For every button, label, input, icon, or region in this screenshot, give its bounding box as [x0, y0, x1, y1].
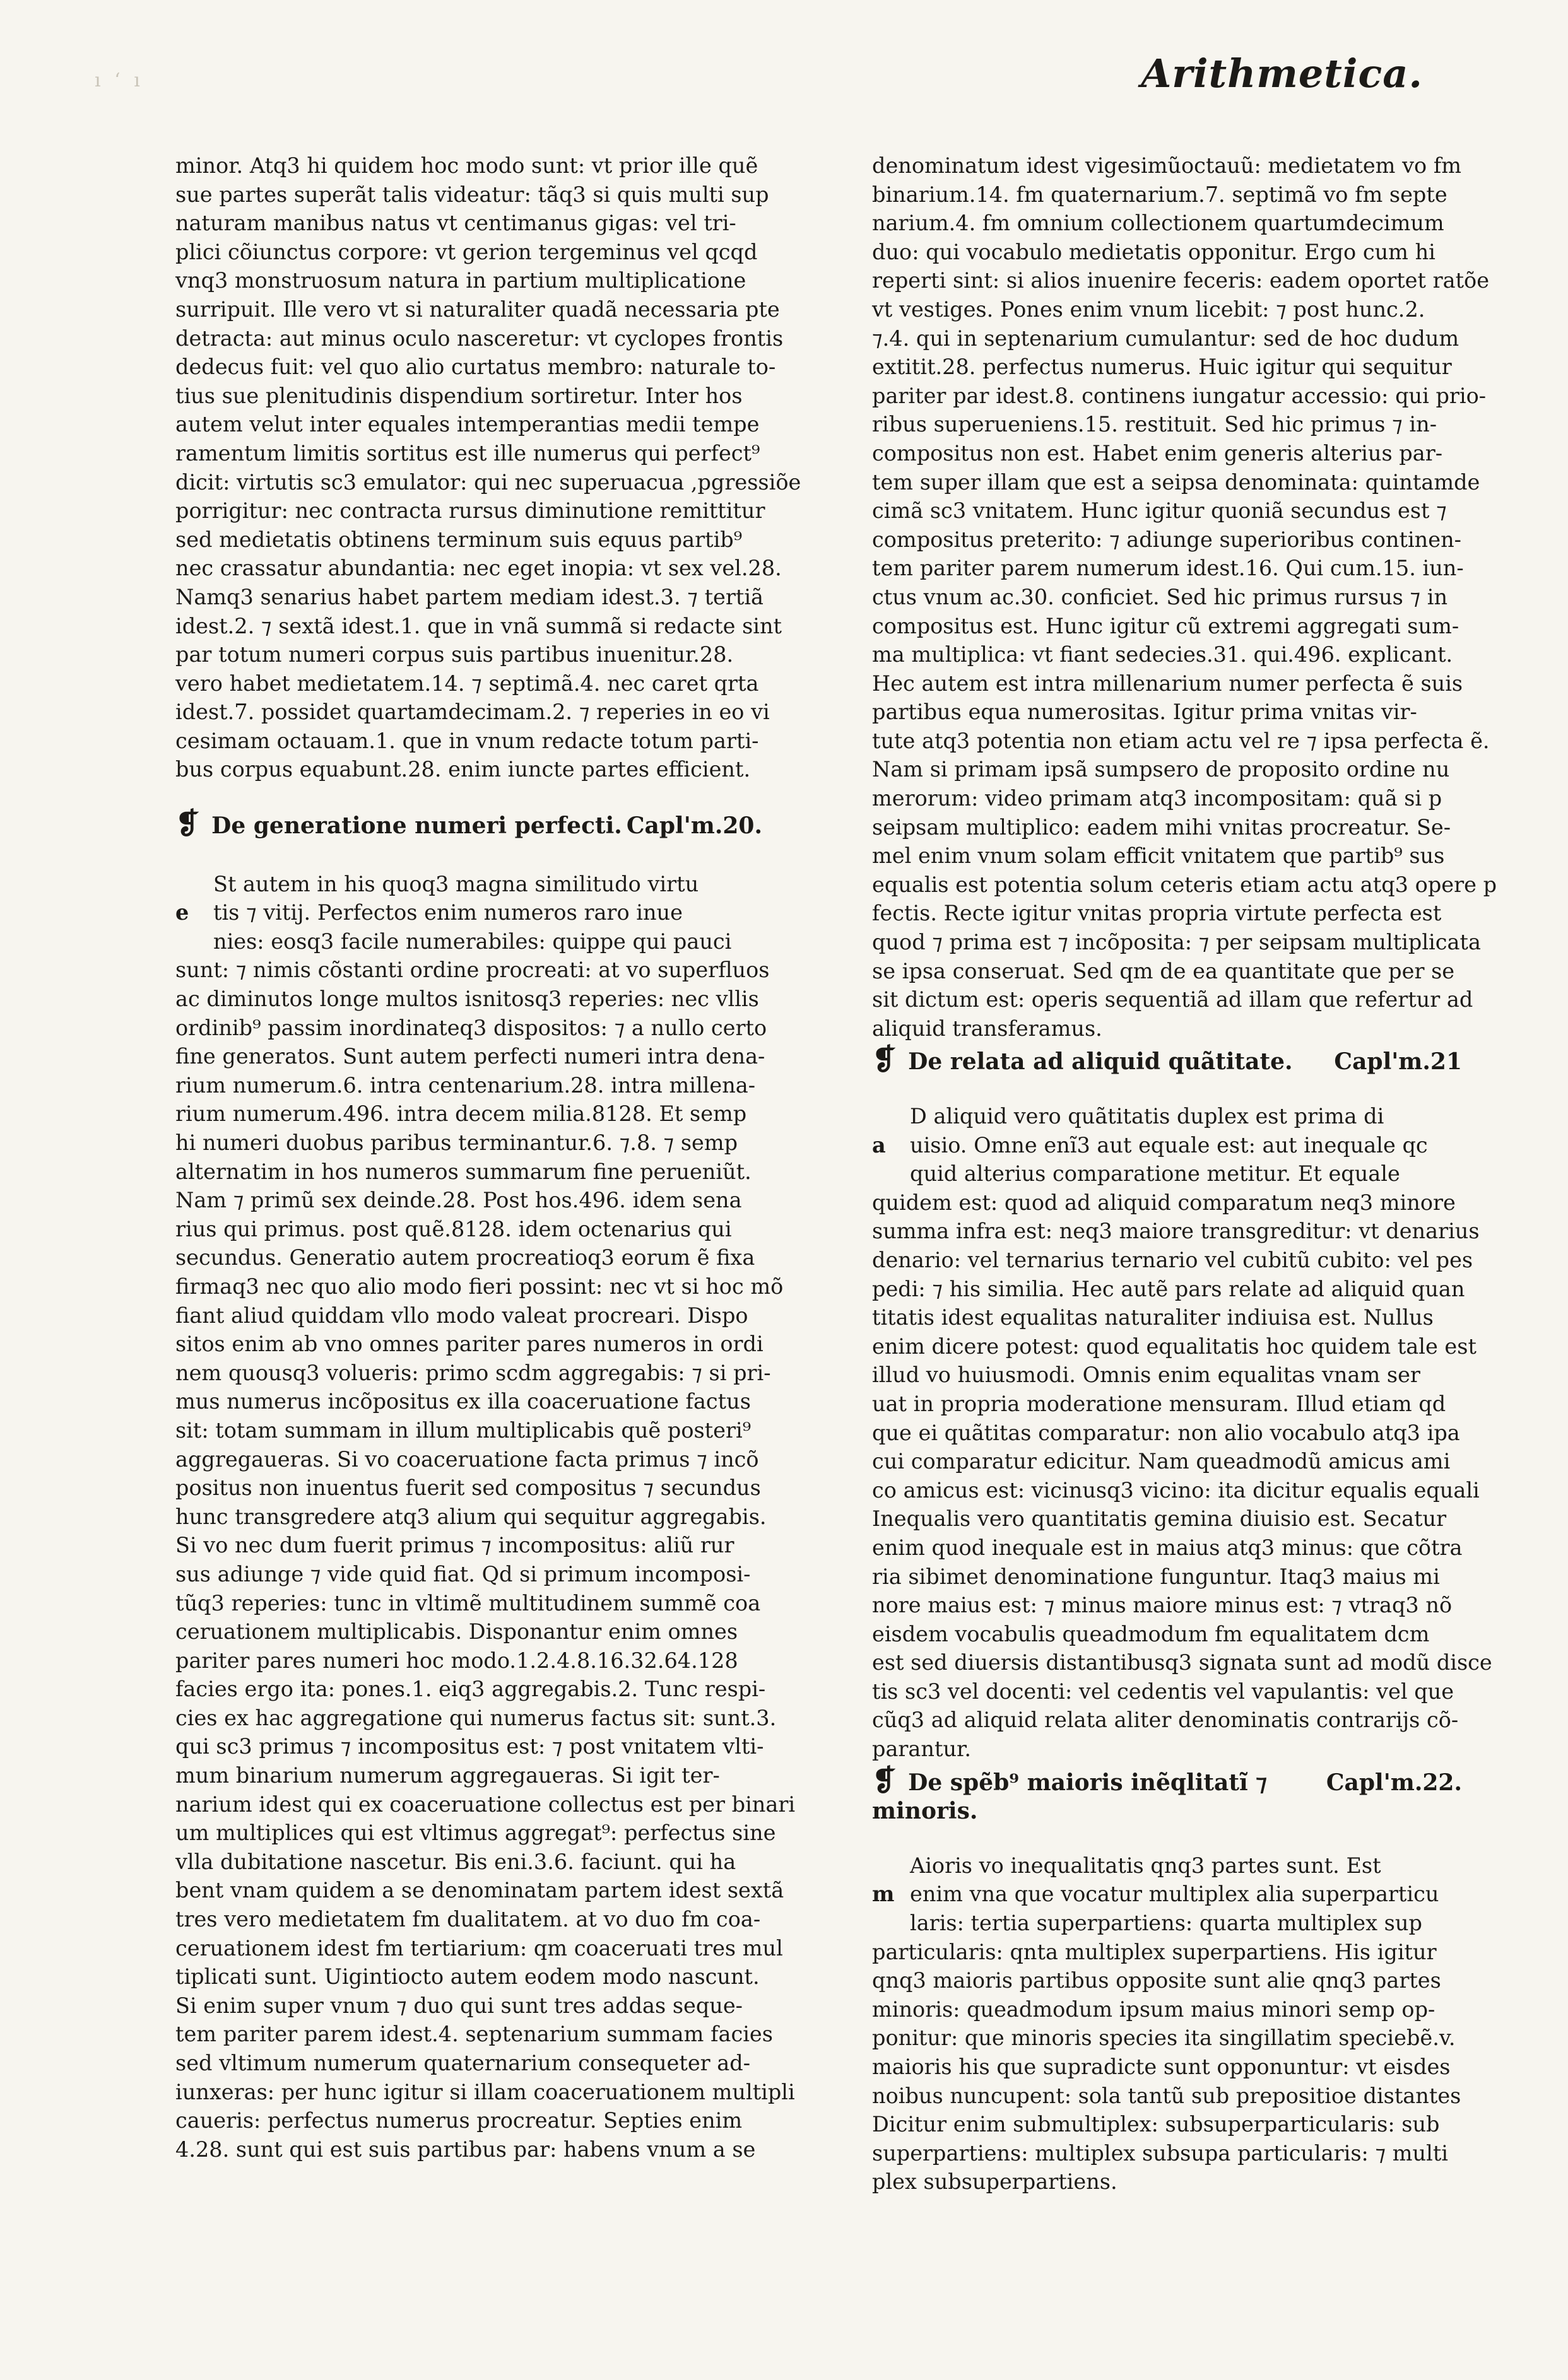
text-line — [175, 1905, 787, 1934]
line-text: ceruationem idest fm tertiarium: qm coaceruati tres mul — [175, 1935, 783, 1961]
line-text: extitit.28. perfectus numerus. Huic igitur qui sequitur — [872, 355, 1452, 380]
left-paragraph-2 — [175, 870, 796, 2164]
line-text: compositus est. Hunc igitur cũ extremi aggregati sum- — [872, 613, 1459, 638]
line-text: nies: eosq3 facile numerabiles: quippe qui pauci — [213, 929, 732, 954]
line-text: ribus superueniens.15. restituit. Sed hic primus ⁊ in- — [872, 412, 1437, 437]
line-text: maioris his que supradicte sunt opponuntur: vt eisdes — [872, 2055, 1451, 2079]
text-line — [175, 1675, 787, 1704]
text-line — [872, 2167, 1487, 2196]
text-line — [872, 985, 1487, 1014]
text-line — [175, 2020, 787, 2049]
text-line — [872, 1390, 1487, 1419]
line-text: iunxeras: per hunc igitur si illam coaceruationem multipli — [175, 2079, 795, 2104]
line-text: vero habet medietatem.14. ⁊ septimã.4. nec caret qrta — [175, 671, 759, 696]
line-text: quod ⁊ prima est ⁊ incõposita: ⁊ per seipsam multiplicata — [872, 930, 1481, 955]
text-line — [872, 1966, 1487, 1995]
text-line — [175, 1934, 787, 1963]
line-text: bent vnam quidem a se denominatam partem idest sextã — [175, 1878, 784, 1903]
chapter-21-number: Capl'm.21 — [1334, 1048, 1462, 1076]
right-paragraph-1 — [872, 151, 1497, 1043]
line-text: idest.2. ⁊ sextã idest.1. que in vnã summã si redacte sint — [175, 613, 782, 638]
text-line — [175, 1359, 787, 1388]
text-line — [175, 985, 787, 1014]
line-text: illud vo huiusmodi. Omnis enim equalitas vnam ser — [872, 1363, 1420, 1388]
line-text: um multiplices qui est vltimus aggregat⁹: perfectus sine — [175, 1820, 776, 1846]
text-line — [872, 496, 1487, 525]
text-line — [872, 468, 1487, 497]
line-text: sit: totam summam in illum multiplicabis quẽ posteri⁹ — [175, 1417, 752, 1443]
text-line — [872, 1504, 1487, 1533]
line-text: D aliquid vero quãtitatis duplex est prima di — [910, 1104, 1384, 1128]
line-text: sed vltimum numerum quaternarium consequeter ad- — [175, 2051, 751, 2075]
text-line — [175, 1301, 787, 1330]
chapter-22-number: Capl'm.22. — [1326, 1769, 1462, 1796]
line-text: firmaq3 nec quo alio modo fieri possint: nec vt si hoc mõ — [175, 1274, 784, 1299]
text-line — [175, 927, 787, 956]
text-line — [872, 266, 1490, 295]
text-line — [872, 410, 1487, 439]
line-text: binarium.14. fm quaternarium.7. septimã vo fm septe — [872, 182, 1447, 207]
text-line — [175, 1099, 787, 1128]
left-column — [175, 151, 801, 2164]
chapter-21-heading — [872, 1042, 1487, 1077]
text-line — [872, 957, 1487, 986]
text-line — [175, 2106, 787, 2135]
line-text: parantur. — [872, 1737, 971, 1762]
line-text: facies ergo ita: pones.1. eiq3 aggregabis.2. Tunc respi- — [175, 1677, 766, 1702]
text-line — [872, 1275, 1487, 1304]
line-text: rium numerum.496. intra decem milia.8128. Et semp — [175, 1101, 747, 1127]
line-text: que ei quãtitas comparatur: non alio vocabulo atq3 ipa — [872, 1420, 1460, 1445]
text-line — [872, 1014, 1487, 1043]
line-text: par totum numeri corpus suis partibus inuenitur.28. — [175, 642, 734, 667]
line-text: tem pariter parem numerum idest.16. Qui cum.15. iun- — [872, 556, 1464, 581]
line-text: enim quod inequale est in maius atq3 minus: que cõtra — [872, 1535, 1463, 1560]
text-line — [175, 1617, 787, 1646]
text-line — [872, 1909, 1487, 1938]
line-text: merorum: video primam atq3 incompositam: quã si p — [872, 786, 1442, 811]
line-text: autem velut inter equales intemperantias medii tempe — [175, 412, 760, 437]
line-text: qui sc3 primus ⁊ incompositus est: ⁊ post vnitatem vlti- — [175, 1734, 764, 1759]
text-line — [175, 266, 787, 295]
line-text: mus numerus incõpositus ex illa coaceruatione factus — [175, 1389, 751, 1414]
text-line — [872, 151, 1487, 180]
text-line — [175, 1503, 787, 1532]
text-line — [872, 899, 1487, 928]
line-text: ordinib⁹ passim inordinateq3 dispositos: ⁊ a nullo certo — [175, 1015, 767, 1040]
text-line — [872, 209, 1487, 238]
line-text: fine generatos. Sunt autem perfecti numeri intra dena- — [175, 1044, 765, 1069]
line-text: plici cõiunctus corpore: vt gerion tergeminus vel qcqd — [175, 239, 758, 264]
text-line — [872, 1447, 1487, 1476]
line-text: eisdem vocabulis queadmodum fm equalitatem dcm — [872, 1621, 1430, 1646]
text-line — [175, 1272, 787, 1301]
line-text: alternatim in hos numeros summarum fine perueniũt. — [175, 1159, 752, 1184]
text-line — [175, 1215, 787, 1244]
line-text: cesimam octauam.1. que in vnum redacte totum parti- — [175, 728, 759, 753]
line-text: vnq3 monstruosum natura in partium multiplicatione — [175, 268, 746, 293]
text-line — [872, 1938, 1487, 1967]
text-line — [872, 382, 1487, 411]
text-line — [175, 1330, 787, 1359]
right-column — [872, 151, 1497, 2196]
line-text: dedecus fuit: vel quo alio curtatus membro: naturale to- — [175, 355, 776, 380]
line-text: minor. Atq3 hi quidem hoc modo sunt: vt prior ille quẽ — [175, 153, 758, 178]
text-line — [872, 439, 1487, 468]
line-text: sed medietatis obtinens terminum suis equus partib⁹ — [175, 527, 743, 552]
line-text: cies ex hac aggregatione qui numerus factus sit: sunt.3. — [175, 1705, 777, 1730]
text-line — [872, 928, 1487, 957]
line-text: sue partes superãt talis videatur: tãq3 si quis multi sup — [175, 182, 769, 207]
line-text: pedi: ⁊ his similia. Hec autẽ pars relate ad aliquid quan — [872, 1276, 1465, 1301]
line-text: sitos enim ab vno omnes pariter pares numeros in ordi — [175, 1332, 763, 1357]
line-text: idest.7. possidet quartamdecimam.2. ⁊ reperies in eo vi — [175, 700, 770, 725]
line-text: laris: tertia superpartiens: quarta multiplex sup — [910, 1911, 1422, 1936]
text-line — [872, 784, 1487, 813]
text-line — [872, 1706, 1487, 1735]
text-line — [175, 1243, 787, 1272]
text-line — [175, 1416, 787, 1445]
text-line — [872, 1591, 1487, 1620]
text-line — [175, 525, 787, 554]
line-text: tres vero medietatem fm dualitatem. at vo duo fm coa- — [175, 1907, 761, 1932]
text-line — [175, 1445, 787, 1474]
line-text: secundus. Generatio autem procreatioq3 eorum ẽ fixa — [175, 1245, 755, 1270]
text-line — [175, 180, 787, 209]
text-line — [175, 151, 787, 180]
text-line — [872, 1361, 1487, 1390]
text-line — [175, 238, 787, 267]
text-line — [872, 1735, 1487, 1764]
text-line — [175, 468, 801, 497]
line-text: bus corpus equabunt.28. enim iuncte partes efficient. — [175, 757, 751, 782]
pilcrow-icon: ❡ — [175, 806, 200, 841]
text-line — [175, 698, 787, 727]
text-line — [175, 870, 787, 899]
text-line — [175, 1128, 787, 1158]
text-line — [872, 1246, 1487, 1275]
line-text: caueris: perfectus numerus procreatur. Septies enim — [175, 2108, 743, 2133]
text-line — [175, 669, 787, 698]
text-line — [872, 1303, 1487, 1332]
line-text: aggregaueras. Si vo coaceruatione facta primus ⁊ incõ — [175, 1446, 759, 1472]
pilcrow-icon: ❡ — [872, 1762, 897, 1797]
line-text: Aioris vo inequalitatis qnq3 partes sunt. Est — [910, 1853, 1381, 1878]
line-text: cui comparatur edicitur. Nam queadmodũ amicus ami — [872, 1449, 1451, 1474]
line-text: tis ⁊ vitij. Perfectos enim numeros raro inue — [213, 900, 683, 925]
text-line — [175, 1819, 787, 1848]
text-line — [175, 1474, 787, 1503]
line-text: fectis. Recte igitur vnitas propria virtute perfecta est — [872, 901, 1442, 926]
line-text: plex subsuperpartiens. — [872, 2169, 1117, 2195]
text-line — [175, 612, 787, 641]
line-text: est sed diuersis distantibusq3 signata sunt ad modũ disce — [872, 1650, 1492, 1675]
text-line — [175, 353, 787, 382]
text-line — [175, 1158, 787, 1187]
text-line — [175, 1962, 787, 1991]
text-line — [872, 727, 1490, 756]
line-text: nem quousq3 volueris: primo scdm aggregabis: ⁊ si pri- — [175, 1360, 771, 1385]
line-text: tiplicati sunt. Uigintiocto autem eodem modo nascunt. — [175, 1964, 760, 1990]
text-line — [175, 1589, 787, 1618]
line-text: aliquid transferamus. — [872, 1016, 1102, 1041]
line-text: fiant aliud quiddam vllo modo valeat procreari. Dispo — [175, 1303, 748, 1328]
text-line — [175, 1531, 787, 1560]
text-line — [872, 612, 1487, 641]
text-line — [872, 1851, 1487, 1880]
line-text: sus adiunge ⁊ vide quid fiat. Qd si primum incomposi- — [175, 1561, 751, 1586]
text-line — [175, 496, 787, 525]
line-text: uat in propria moderatione mensuram. Illud etiam qd — [872, 1391, 1446, 1416]
line-text: rius qui primus. post quẽ.8128. idem octenarius qui — [175, 1216, 732, 1241]
text-line — [175, 1646, 787, 1675]
line-text: surripuit. Ille vero vt si naturaliter quadã necessaria pte — [175, 296, 780, 322]
line-text: Nam ⁊ primũ sex deinde.28. Post hos.496. idem sena — [175, 1188, 742, 1213]
text-line — [175, 554, 787, 583]
text-line — [175, 1876, 787, 1905]
line-text: compositus preterito: ⁊ adiunge superioribus continen- — [872, 527, 1461, 552]
running-head: Arithmetica. — [1141, 50, 1423, 97]
text-line — [175, 727, 787, 756]
line-text: Si vo nec dum fuerit primus ⁊ incompositus: aliũ rur — [175, 1533, 734, 1558]
text-line — [872, 353, 1487, 382]
text-line — [872, 295, 1487, 324]
line-text: superpartiens: multiplex subsupa particularis: ⁊ multi — [872, 2140, 1449, 2166]
text-line — [175, 1560, 787, 1589]
line-text: tis sc3 vel docenti: vel cedentis vel vapulantis: vel que — [872, 1679, 1454, 1704]
guide-letter: m — [872, 1882, 895, 1907]
text-line — [872, 1995, 1487, 2024]
line-text: Namq3 senarius habet partem mediam idest.3. ⁊ tertiã — [175, 584, 764, 609]
text-line — [872, 324, 1487, 353]
line-text: mum binarium numerum aggregaueras. Si igit ter- — [175, 1763, 720, 1788]
text-line — [872, 525, 1487, 554]
corner-mark: ı ʻ ı — [95, 69, 144, 91]
line-text: vlla dubitatione nascetur. Bis eni.3.6. faciunt. qui ha — [175, 1849, 736, 1874]
line-text: Dicitur enim submultiplex: subsuperparticularis: sub — [872, 2112, 1440, 2137]
text-line — [872, 1188, 1487, 1217]
text-line — [175, 1186, 787, 1215]
line-text: ac diminutos longe multos isnitosq3 reperies: nec vllis — [175, 987, 759, 1012]
text-line — [872, 2110, 1487, 2139]
line-text: cũq3 ad aliquid relata aliter denominatis contrarijs cõ- — [872, 1708, 1459, 1733]
text-line — [175, 1704, 787, 1733]
line-text: tute atq3 potentia non etiam actu vel re ⁊ ipsa perfecta ẽ. — [872, 728, 1490, 753]
line-text: summa infra est: neq3 maiore transgreditur: vt denarius — [872, 1219, 1480, 1244]
text-line — [175, 1848, 787, 1877]
chapter-20-title: De generatione numeri perfecti. — [211, 812, 622, 840]
line-text: ctus vnum ac.30. conficiet. Sed hic primus rursus ⁊ in — [872, 584, 1448, 609]
text-line — [175, 1042, 787, 1071]
line-text: compositus non est. Habet enim generis alterius par- — [872, 440, 1443, 466]
line-text: detracta: aut minus oculo nasceretur: vt cyclopes frontis — [175, 325, 784, 351]
line-text: naturam manibus natus vt centimanus gigas: vel tri- — [175, 211, 736, 236]
text-line — [175, 439, 787, 468]
line-text: ramentum limitis sortitus est ille numerus qui perfect⁹ — [175, 440, 760, 466]
chapter-20-number: Capl'm.20. — [626, 812, 762, 840]
line-text: nore maius est: ⁊ minus maiore minus est: ⁊ vtraq3 nõ — [872, 1593, 1453, 1618]
text-line — [175, 410, 787, 439]
line-text: vt vestiges. Pones enim vnum licebit: ⁊ post hunc.2. — [872, 296, 1425, 322]
line-text: qnq3 maioris partibus opposite sunt alie qnq3 partes — [872, 1968, 1441, 1993]
line-text: ⁊.4. qui in septenarium cumulantur: sed de hoc dudum — [872, 325, 1459, 351]
text-line — [175, 583, 787, 612]
text-line — [175, 956, 787, 985]
text-line — [175, 2135, 787, 2164]
text-line — [175, 1387, 787, 1416]
line-text: ria sibimet denominatione funguntur. Itaq3 maius mi — [872, 1564, 1440, 1589]
line-text: mel enim vnum solam efficit vnitatem que partib⁹ sus — [872, 843, 1445, 869]
text-line — [872, 1131, 1487, 1160]
line-text: partibus equa numerositas. Igitur prima vnitas vir- — [872, 700, 1417, 725]
text-line — [872, 180, 1487, 209]
line-text: sit dictum est: operis sequentiã ad illam que refertur ad — [872, 987, 1473, 1012]
line-text: tũq3 reperies: tunc in vltimẽ multitudinem summẽ coa — [175, 1590, 761, 1615]
text-line — [872, 2139, 1487, 2168]
line-text: porrigitur: nec contracta rursus diminutione remittitur — [175, 498, 765, 524]
line-text: ma multiplica: vt fiant sedecies.31. qui.496. explicant. — [872, 642, 1453, 667]
text-line — [872, 1217, 1487, 1246]
line-text: 4.28. sunt qui est suis partibus par: habens vnum a se — [175, 2137, 756, 2162]
line-text: rium numerum.6. intra centenarium.28. intra millena- — [175, 1072, 756, 1098]
line-text: seipsam multiplico: eadem mihi vnitas procreatur. Se- — [872, 814, 1451, 840]
line-text: St autem in his quoq3 magna similitudo virtu — [213, 871, 699, 896]
line-text: minoris: queadmodum ipsum maius minori semp op- — [872, 1996, 1435, 2022]
text-line — [872, 813, 1487, 842]
line-text: co amicus est: vicinusq3 vicino: ita dicitur equalis equali — [872, 1477, 1480, 1503]
text-line — [872, 2082, 1487, 2111]
line-text: Hec autem est intra millenarium numer perfecta ẽ suis — [872, 671, 1463, 696]
text-line — [872, 841, 1487, 871]
chapter-22-heading — [872, 1762, 1487, 1826]
text-line — [175, 2049, 787, 2078]
right-paragraph-3 — [872, 1851, 1487, 2196]
text-line — [872, 583, 1487, 612]
line-text: pariter par idest.8. continens iungatur accessio: qui prio- — [872, 383, 1487, 408]
text-line — [872, 1159, 1487, 1188]
text-line — [175, 1071, 787, 1100]
guide-letter: a — [872, 1132, 886, 1158]
line-text: nec crassatur abundantia: nec eget inopia: vt sex vel.28. — [175, 556, 782, 581]
chapter-20-heading — [175, 806, 787, 841]
line-text: hi numeri duobus paribus terminantur.6. ⁊.8. ⁊ semp — [175, 1130, 738, 1155]
line-text: dicit: virtutis sc3 emulator: qui nec superuacua ,pgressiõe — [175, 469, 801, 495]
line-text: Nam si primam ipsã sumpsero de proposito ordine nu — [872, 757, 1450, 782]
line-text: tem pariter parem idest.4. septenarium summam facies — [175, 2022, 773, 2047]
text-line — [175, 1014, 787, 1043]
line-text: duo: qui vocabulo medietatis opponitur. Ergo cum hi — [872, 239, 1435, 264]
text-line — [872, 1562, 1487, 1592]
chapter-22-title: De spẽb⁹ maioris inẽqlitatĩ ⁊ minoris. — [872, 1769, 1268, 1825]
text-line — [175, 1790, 796, 1819]
line-text: quidem est: quod ad aliquid comparatum neq3 minore — [872, 1190, 1456, 1215]
line-text: Si enim super vnum ⁊ duo qui sunt tres addas seque- — [175, 1993, 743, 2018]
text-line — [175, 640, 787, 669]
line-text: cimã sc3 vnitatem. Hunc igitur quoniã secundus est ⁊ — [872, 498, 1447, 524]
line-text: narium idest qui ex coaceruatione collectus est per binari — [175, 1791, 796, 1817]
text-line — [175, 2078, 795, 2107]
text-line — [872, 1476, 1487, 1505]
guide-letter: e — [175, 900, 189, 925]
text-line — [175, 898, 787, 927]
line-text: ponitur: que minoris species ita singillatim speciebẽ.v. — [872, 2025, 1456, 2051]
text-line — [175, 755, 787, 784]
text-line — [175, 382, 787, 411]
line-text: sunt: ⁊ nimis cõstanti ordine procreati: at vo superfluos — [175, 958, 770, 983]
text-line — [175, 1761, 787, 1790]
text-line — [872, 554, 1487, 583]
line-text: tius sue plenitudinis dispendium sortiretur. Inter hos — [175, 383, 743, 408]
line-text: enim vna que vocatur multiplex alia superparticu — [910, 1882, 1439, 1907]
text-line — [872, 238, 1487, 267]
text-line — [175, 209, 787, 238]
text-line — [872, 2053, 1487, 2082]
line-text: quid alterius comparatione metitur. Et equale — [910, 1161, 1400, 1187]
text-line — [872, 640, 1487, 669]
line-text: enim dicere potest: quod equalitatis hoc quidem tale est — [872, 1334, 1477, 1359]
line-text: denominatum idest vigesimũoctauũ: medietatem vo fm — [872, 153, 1462, 178]
text-line — [872, 1620, 1487, 1649]
line-text: titatis idest equalitas naturaliter indiuisa est. Nullus — [872, 1305, 1434, 1330]
text-line — [872, 1677, 1487, 1706]
pilcrow-icon: ❡ — [872, 1042, 897, 1077]
text-line — [872, 871, 1497, 900]
text-line — [872, 1102, 1487, 1131]
line-text: noibus nuncupent: sola tantũ sub prepositioe distantes — [872, 2083, 1461, 2108]
text-line — [872, 1648, 1492, 1677]
left-paragraph-1 — [175, 151, 801, 784]
line-text: ceruationem multiplicabis. Disponantur enim omnes — [175, 1619, 738, 1644]
line-text: narium.4. fm omnium collectionem quartumdecimum — [872, 211, 1444, 236]
line-text: positus non inuentus fuerit sed compositus ⁊ secundus — [175, 1475, 761, 1501]
line-text: se ipsa conseruat. Sed qm de ea quantitate que per se — [872, 958, 1455, 983]
chapter-21-title: De relata ad aliquid quãtitate. — [908, 1048, 1293, 1076]
line-text: reperti sint: si alios inuenire feceris: eadem oportet ratõe — [872, 268, 1490, 293]
text-line — [872, 669, 1487, 698]
text-line — [872, 755, 1487, 784]
text-line — [175, 295, 787, 324]
right-paragraph-2 — [872, 1102, 1492, 1764]
text-line — [175, 324, 787, 353]
text-line — [175, 1732, 787, 1761]
line-text: uisio. Omne enĩ3 aut equale est: aut inequale qc — [910, 1132, 1428, 1158]
line-text: particularis: qnta multiplex superpartiens. His igitur — [872, 1939, 1437, 1964]
text-line — [872, 698, 1487, 727]
text-line — [872, 1332, 1487, 1361]
line-text: Inequalis vero quantitatis gemina diuisio est. Secatur — [872, 1506, 1447, 1532]
text-line — [872, 1419, 1487, 1448]
text-line — [872, 1880, 1487, 1909]
text-line — [872, 2024, 1487, 2053]
line-text: hunc transgredere atq3 alium qui sequitur aggregabis. — [175, 1504, 767, 1529]
text-line — [175, 1991, 787, 2020]
line-text: pariter pares numeri hoc modo.1.2.4.8.16.32.64.128 — [175, 1648, 738, 1673]
line-text: denario: vel ternarius ternario vel cubitũ cubito: vel pes — [872, 1247, 1473, 1272]
line-text: tem super illam que est a seipsa denominata: quintamde — [872, 469, 1480, 495]
line-text: equalis est potentia solum ceteris etiam actu atq3 opere p — [872, 872, 1497, 897]
text-line — [872, 1533, 1487, 1562]
